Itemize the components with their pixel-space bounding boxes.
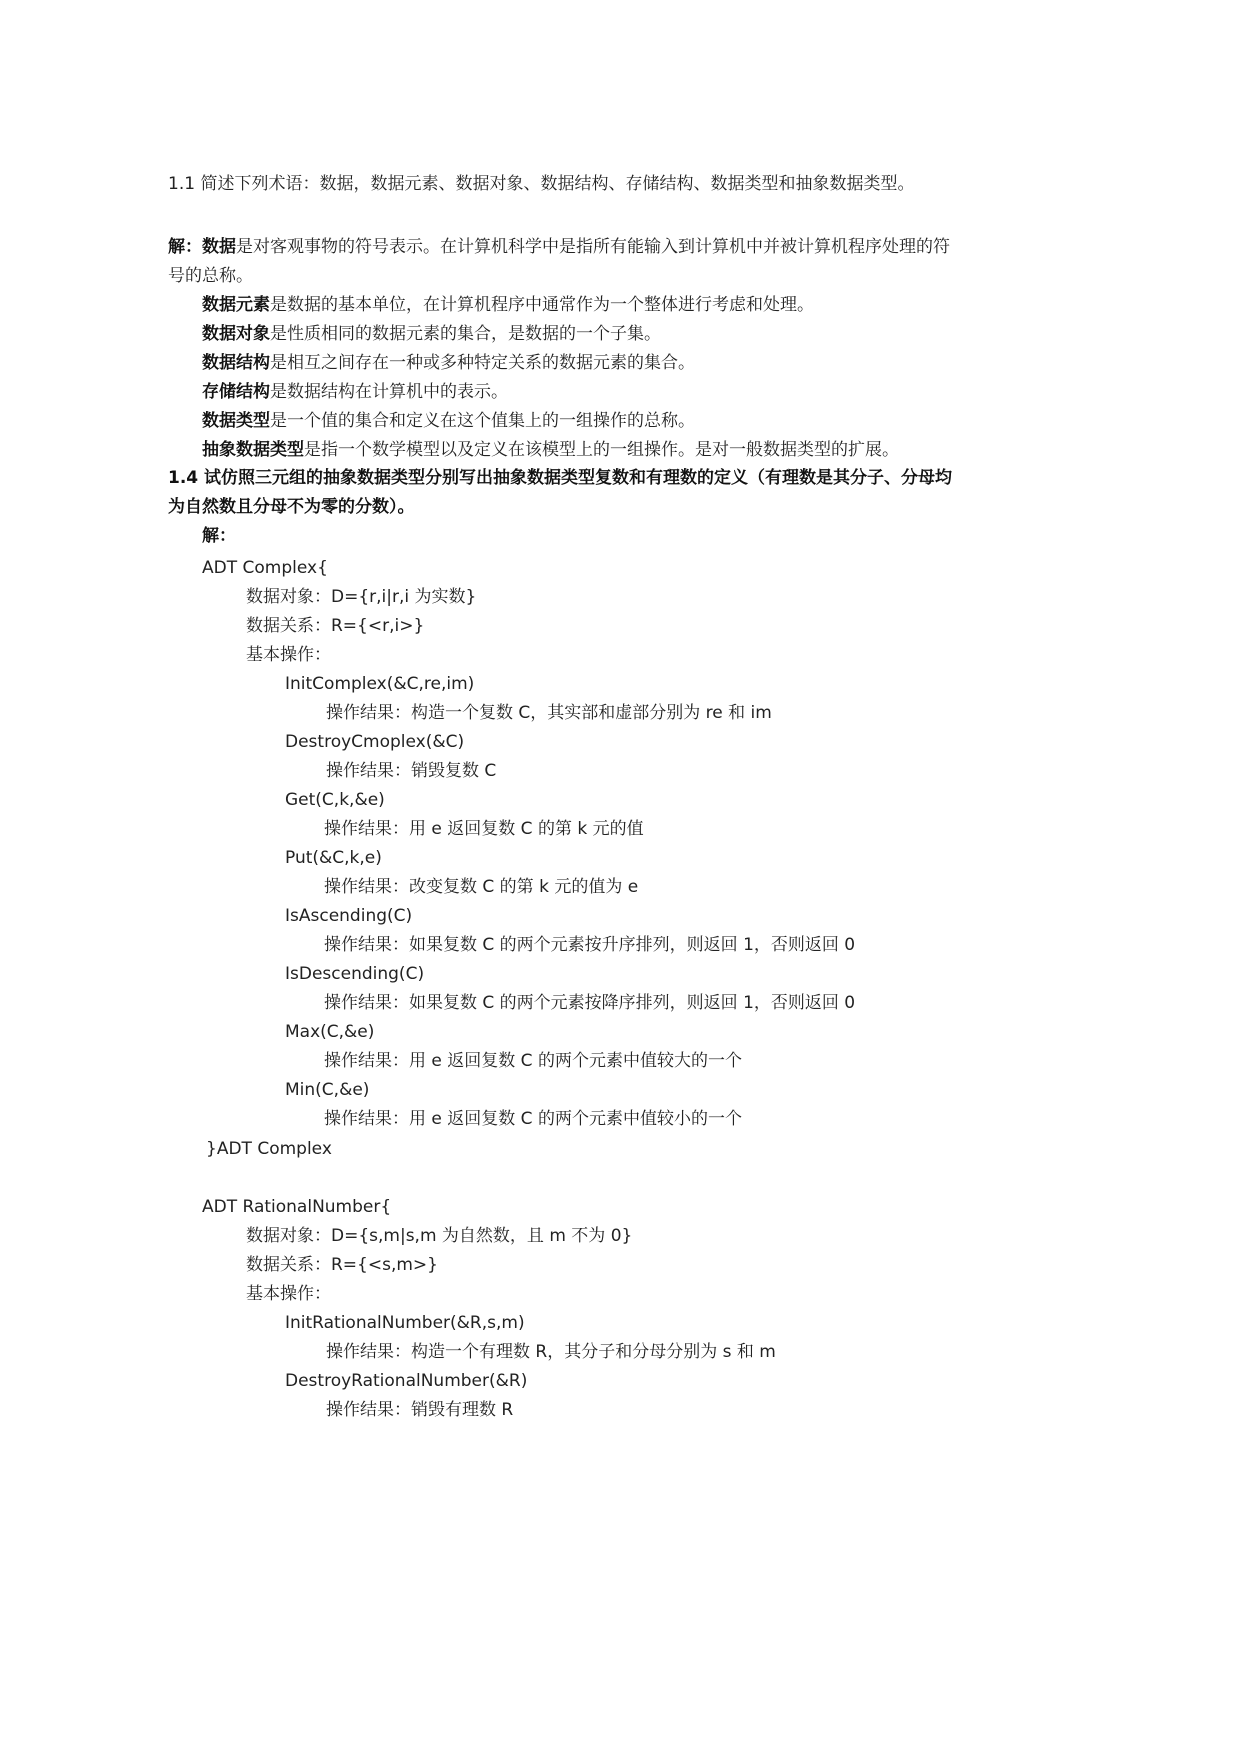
op-signature: InitComplex(&C,re,im) (285, 674, 475, 694)
term-storage-structure: 存储结构 (202, 382, 270, 402)
term-data-structure: 数据结构 (202, 353, 270, 373)
op-signature: IsDescending(C) (285, 964, 425, 984)
term-data-type: 数据类型 (202, 411, 270, 431)
term-abstract-data-type: 抽象数据类型 (202, 440, 304, 460)
op-signature: Min(C,&e) (285, 1080, 370, 1100)
def-data-structure: 是相互之间存在一种或多种特定关系的数据元素的集合。 (270, 353, 695, 373)
term-line (202, 438, 899, 462)
op-signature: IsAscending(C) (285, 906, 413, 926)
question-1-4-title-line2: 为自然数且分母不为零的分数）。 (168, 497, 415, 517)
adt-complex-open: ADT Complex{ (202, 558, 328, 578)
def-storage-structure: 是数据结构在计算机中的表示。 (270, 382, 508, 402)
op-result: 操作结果：销毁有理数 R (326, 1400, 514, 1420)
def-data-continued: 号的总称。 (168, 266, 253, 286)
def-data: 是对客观事物的符号表示。在计算机科学中是指所有能输入到计算机中并被计算机程序处理的符 (236, 237, 950, 257)
op-result: 操作结果：构造一个复数 C，其实部和虚部分别为 re 和 im (326, 703, 772, 723)
answer-line-data (168, 235, 950, 259)
op-result: 操作结果：改变复数 C 的第 k 元的值为 e (324, 877, 639, 897)
op-result: 操作结果：用 e 返回复数 C 的两个元素中值较小的一个 (324, 1109, 742, 1129)
question-1-1-title: 1.1 简述下列术语：数据，数据元素、数据对象、数据结构、存储结构、数据类型和抽象数据类型。 (168, 174, 915, 194)
term-data: 数据 (202, 237, 236, 257)
term-line (202, 293, 814, 317)
complex-data-object: 数据对象：D={r,i|r,i 为实数} (246, 587, 477, 607)
adt-rational-open: ADT RationalNumber{ (202, 1197, 392, 1217)
def-data-object: 是性质相同的数据元素的集合，是数据的一个子集。 (270, 324, 661, 344)
term-line (202, 351, 695, 375)
rational-data-relation: 数据关系：R={<s,m>} (246, 1255, 438, 1275)
question-1-4-title-line1: 1.4 试仿照三元组的抽象数据类型分别写出抽象数据类型复数和有理数的定义（有理数是其分子、分母均 (168, 468, 953, 488)
def-data-element: 是数据的基本单位，在计算机程序中通常作为一个整体进行考虑和处理。 (270, 295, 814, 315)
op-signature: Max(C,&e) (285, 1022, 375, 1042)
term-line (202, 409, 695, 433)
term-line (202, 322, 661, 346)
complex-ops-label: 基本操作： (246, 645, 331, 665)
answer-label-1-4: 解： (202, 526, 236, 546)
op-signature: Put(&C,k,e) (285, 848, 382, 868)
answer-label: 解： (168, 237, 202, 257)
op-signature: DestroyRationalNumber(&R) (285, 1371, 528, 1391)
op-signature: InitRationalNumber(&R,s,m) (285, 1313, 525, 1333)
def-data-type: 是一个值的集合和定义在这个值集上的一组操作的总称。 (270, 411, 695, 431)
op-result: 操作结果：用 e 返回复数 C 的第 k 元的值 (324, 819, 644, 839)
rational-ops-label: 基本操作： (246, 1284, 331, 1304)
def-abstract-data-type: 是指一个数学模型以及定义在该模型上的一组操作。是对一般数据类型的扩展。 (304, 440, 899, 460)
complex-data-relation: 数据关系：R={<r,i>} (246, 616, 425, 636)
op-signature: DestroyCmoplex(&C) (285, 732, 465, 752)
op-result: 操作结果：构造一个有理数 R，其分子和分母分别为 s 和 m (326, 1342, 776, 1362)
rational-data-object: 数据对象：D={s,m|s,m 为自然数，且 m 不为 0} (246, 1226, 633, 1246)
op-result: 操作结果：用 e 返回复数 C 的两个元素中值较大的一个 (324, 1051, 742, 1071)
op-result: 操作结果：如果复数 C 的两个元素按降序排列，则返回 1，否则返回 0 (324, 993, 856, 1013)
term-line (202, 380, 508, 404)
term-data-object: 数据对象 (202, 324, 270, 344)
op-signature: Get(C,k,&e) (285, 790, 385, 810)
op-result: 操作结果：销毁复数 C (326, 761, 497, 781)
op-result: 操作结果：如果复数 C 的两个元素按升序排列，则返回 1，否则返回 0 (324, 935, 856, 955)
term-data-element: 数据元素 (202, 295, 270, 315)
adt-complex-close: }ADT Complex (206, 1139, 332, 1159)
